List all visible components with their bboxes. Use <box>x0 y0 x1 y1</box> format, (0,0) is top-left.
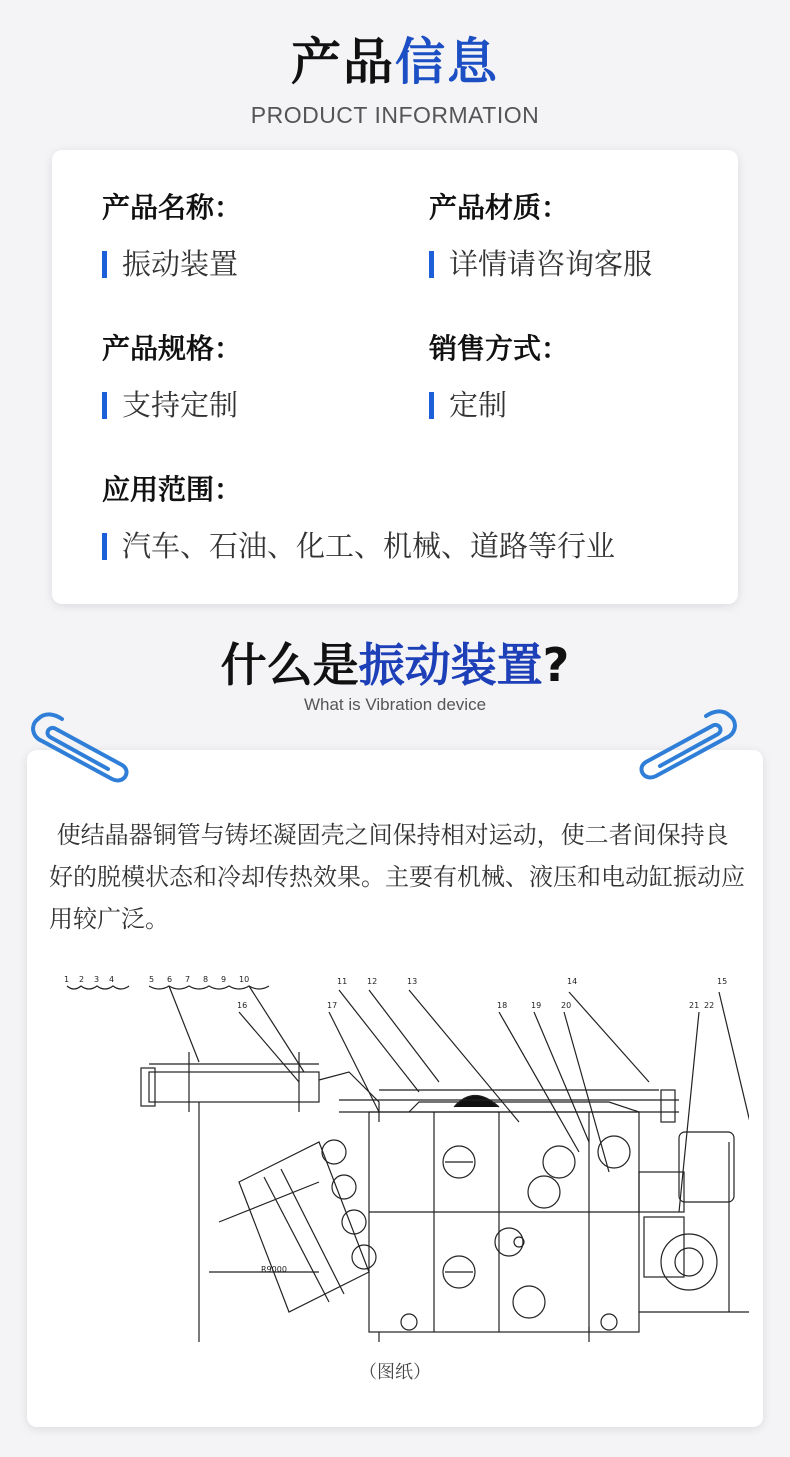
field-sales-method <box>429 329 569 425</box>
svg-text:21: 21 <box>689 1001 700 1010</box>
svg-text:15: 15 <box>717 977 728 986</box>
svg-text:13: 13 <box>407 977 418 986</box>
section-title-product-info <box>0 30 790 94</box>
paperclip-icon <box>636 702 740 786</box>
dimension-label: R9000 <box>261 1265 287 1274</box>
drawing-callout-numbers <box>64 975 727 1274</box>
drawing-caption: （图纸） <box>359 1362 431 1383</box>
field-value: 详情请咨询客服 <box>429 244 652 284</box>
title-dark-part: 产品 <box>291 33 395 91</box>
section-subtitle-what-is: What is Vibration device <box>303 695 487 714</box>
field-label: 产品规格： <box>102 332 243 365</box>
svg-text:8: 8 <box>203 975 209 984</box>
svg-text:18: 18 <box>497 1001 508 1010</box>
description-card <box>27 750 763 1427</box>
svg-text:11: 11 <box>337 977 348 986</box>
product-info-card <box>52 150 738 604</box>
section-subtitle-product-info: PRODUCT INFORMATION <box>250 102 540 128</box>
description-text: 使结晶器铜管与铸坯凝固壳之间保持相对运动，使二者间保持良好的脱模状态和冷却传热效果。主要有机械、液压和电动缸振动应用较广泛。 <box>49 821 745 933</box>
field-value: 汽车、石油、化工、机械、道路等行业 <box>102 526 615 566</box>
svg-text:14: 14 <box>567 977 578 986</box>
field-label: 应用范围： <box>102 473 243 506</box>
field-product-name <box>102 188 242 284</box>
svg-text:20: 20 <box>561 1001 572 1010</box>
field-label: 销售方式： <box>429 332 570 365</box>
field-product-material <box>429 188 652 284</box>
svg-text:19: 19 <box>531 1001 542 1010</box>
field-label: 产品名称： <box>102 191 243 224</box>
section-title-what-is <box>0 636 790 694</box>
svg-text:22: 22 <box>704 1001 715 1010</box>
svg-text:16: 16 <box>237 1001 248 1010</box>
svg-text:1: 1 <box>64 975 70 984</box>
field-application-scope <box>102 470 615 566</box>
field-label: 产品材质： <box>429 191 570 224</box>
svg-text:4: 4 <box>109 975 115 984</box>
technical-drawing <box>49 972 749 1342</box>
svg-text:3: 3 <box>94 975 100 984</box>
svg-text:2: 2 <box>79 975 85 984</box>
svg-text:17: 17 <box>327 1001 338 1010</box>
svg-text:9: 9 <box>221 975 227 984</box>
title-dark-part: 什么是 <box>220 638 359 692</box>
title-question-mark: ? <box>542 638 570 692</box>
title-blue-part: 信息 <box>395 33 499 91</box>
field-value: 定制 <box>429 385 569 425</box>
field-value: 支持定制 <box>102 385 242 425</box>
field-value: 振动装置 <box>102 244 242 284</box>
svg-text:7: 7 <box>185 975 191 984</box>
svg-text:12: 12 <box>367 977 378 986</box>
paperclip-icon <box>28 705 132 789</box>
svg-text:10: 10 <box>239 975 250 984</box>
svg-text:6: 6 <box>167 975 173 984</box>
field-product-spec <box>102 329 242 425</box>
svg-text:5: 5 <box>149 975 155 984</box>
title-blue-part: 振动装置 <box>358 638 543 692</box>
